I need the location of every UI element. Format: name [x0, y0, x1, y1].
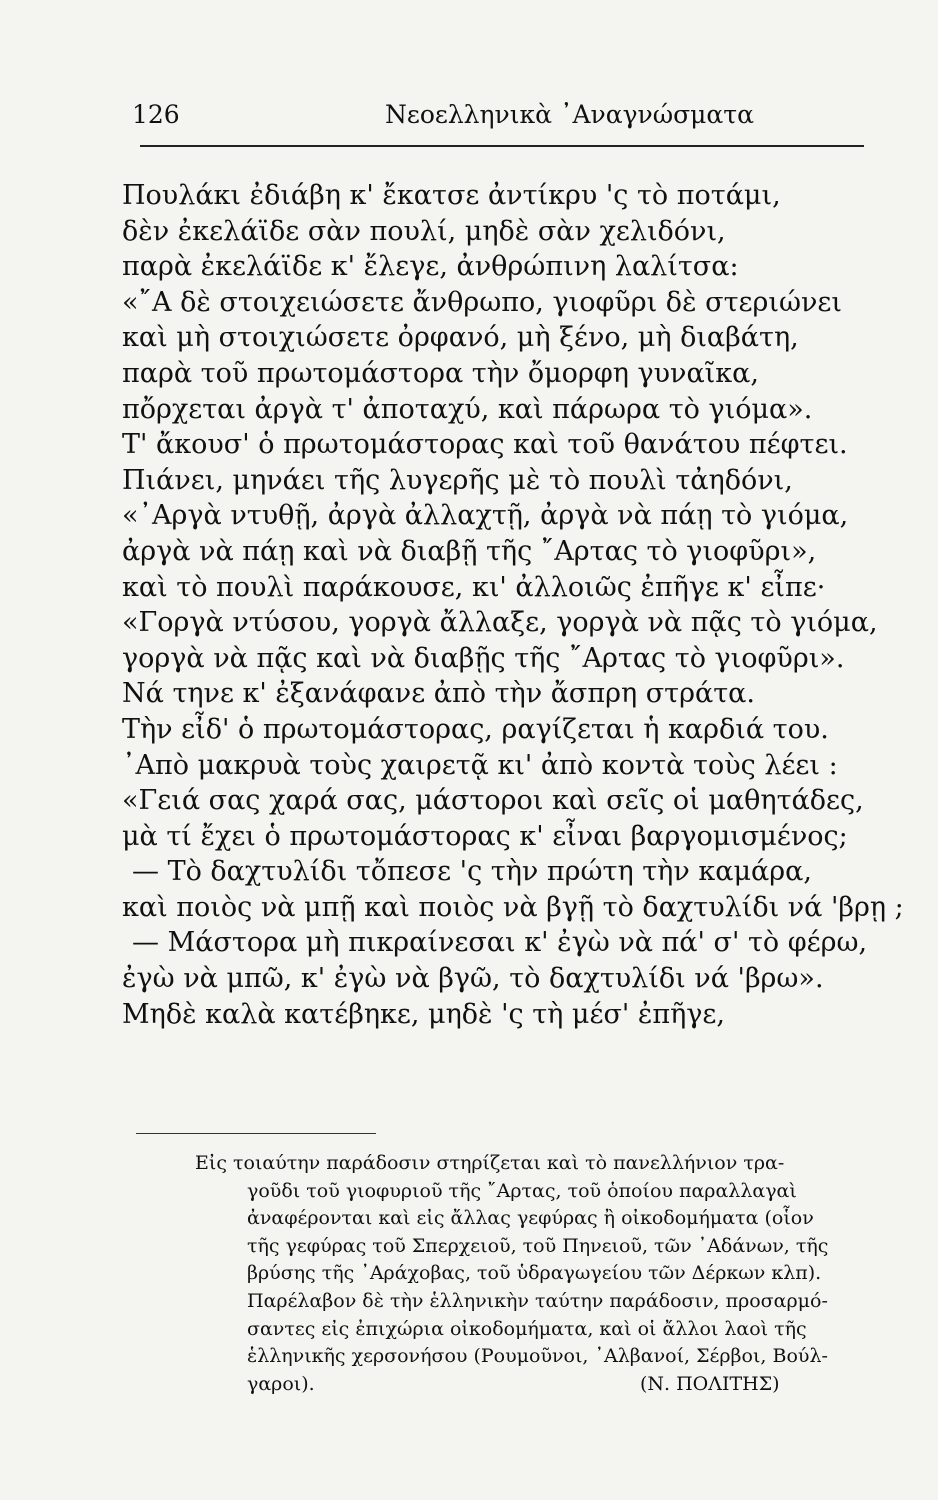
footnote-line: σαντες εἰς ἐπιχώρια οἰκοδομήματα, καὶ οἱ ἄλλοι λαοὶ τῆς: [247, 1317, 807, 1340]
page-number: 126: [132, 100, 180, 129]
poem-line: «Γοργὰ ντύσου, γοργὰ ἄλλαξε, γοργὰ νὰ πᾷς τὸ γιόμα,: [122, 607, 878, 639]
poem-line: ᾽Απὸ μακρυὰ τοὺς χαιρετᾷ κι' ἀπὸ κοντὰ τοὺς λέει :: [122, 749, 838, 781]
footnote-line: Παρέλαβον δὲ τὴν ἑλληνικὴν ταύτην παράδοσιν, προσαρμό-: [247, 1289, 828, 1312]
poem-line: παρὰ τοῦ πρωτομάστορα τὴν ὄμορφη γυναῖκα,: [122, 357, 759, 389]
poem-line: δὲν ἐκελάϊδε σὰν πουλί, μηδὲ σὰν χελιδόνι,: [122, 215, 726, 247]
poem-line: πὄρχεται ἀργὰ τ' ἀποταχύ, καὶ πάρωρα τὸ γιόμα».: [122, 393, 813, 425]
poem-line: ἀργὰ νὰ πάῃ καὶ νὰ διαβῇ τῆς ῎Αρτας τὸ γιοφῦρι»,: [122, 535, 817, 567]
footnote-rule: [136, 1133, 376, 1134]
poem-line: καὶ μὴ στοιχιώσετε ὀρφανό, μὴ ξένο, μὴ διαβάτη,: [122, 322, 799, 354]
footnote-line: γαροι).: [247, 1372, 315, 1395]
footnote-last-line: [195, 1371, 845, 1399]
poem-line: Μηδὲ καλὰ κατέβηκε, μηδὲ 'ς τὴ μέσ' ἐπῆγε,: [122, 998, 725, 1030]
poem-line: Τὴν εἶδ' ὁ πρωτομάστορας, ραγίζεται ἡ καρδιά του.: [122, 713, 829, 745]
footnote-line: βρύσης τῆς ᾽Αράχοβας, τοῦ ὑδραγωγείου τῶν Δέρκων κλπ).: [247, 1262, 822, 1285]
footnote-line: Εἰς τοιαύτην παράδοσιν στηρίζεται καὶ τὸ πανελλήνιον τρα-: [195, 1152, 785, 1174]
poem-line: Τ' ἄκουσ' ὁ πρωτομάστορας καὶ τοῦ θανάτου πέφτει.: [122, 429, 848, 461]
poem-line: παρὰ ἐκελάϊδε κ' ἔλεγε, ἀνθρώπινη λαλίτσα:: [122, 251, 739, 283]
footnote-line: ἑλληνικῆς χερσονήσου (Ρουμοῦνοι, ᾽Αλβανοί, Σέρβοι, Βούλ-: [247, 1345, 828, 1368]
poem-line: γοργὰ νὰ πᾷς καὶ νὰ διαβῇς τῆς ῎Αρτας τὸ γιοφῦρι».: [122, 642, 845, 674]
poem-line: — Τὸ δαχτυλίδι τὄπεσε 'ς τὴν πρώτη τὴν καμάρα,: [132, 856, 812, 888]
poem-line: «᾽Αργὰ ντυθῇ, ἀργὰ ἀλλαχτῇ, ἀργὰ νὰ πάῃ τὸ γιόμα,: [122, 500, 849, 532]
poem-line: ἐγὼ νὰ μπῶ, κ' ἐγὼ νὰ βγῶ, τὸ δαχτυλίδι νά 'βρω».: [122, 963, 824, 995]
poem-line: Νά τηνε κ' ἐξανάφανε ἀπὸ τὴν ἄσπρη στράτα.: [122, 678, 755, 710]
footnote-line: τῆς γεφύρας τοῦ Σπερχειοῦ, τοῦ Πηνειοῦ, τῶν ᾽Αδάνων, τῆς: [247, 1234, 829, 1257]
footnote-line: ἀναφέρονται καὶ εἰς ἄλλας γεφύρας ἢ οἰκοδομήματα (οἷον: [247, 1207, 814, 1230]
poem-line: Πουλάκι ἐδιάβη κ' ἔκατσε ἀντίκρυ 'ς τὸ ποτάμι,: [122, 180, 781, 211]
footnote-line: γοῦδι τοῦ γιοφυριοῦ τῆς ῎Αρτας, τοῦ ὁποίου παραλλαγαὶ: [247, 1179, 797, 1202]
running-head: [120, 98, 830, 138]
poem-line: καὶ τὸ πουλὶ παράκουσε, κι' ἀλλοιῶς ἐπῆγε κ' εἶπε·: [122, 571, 826, 603]
poem-line: — Μάστορα μὴ πικραίνεσαι κ' ἐγὼ νὰ πά' σ' τὸ φέρω,: [132, 927, 868, 959]
poem-text: [122, 178, 904, 1032]
poem-line: μὰ τί ἔχει ὁ πρωτομάστορας κ' εἶναι βαργομισμένος;: [122, 820, 848, 852]
header-rule: [140, 145, 864, 147]
running-title: Νεοελληνικὰ ᾽Αναγνώσματα: [385, 100, 755, 129]
author-signature: (Ν. ΠΟΛΙΤΗΣ): [640, 1372, 780, 1395]
footnote: [195, 1150, 845, 1398]
poem-line: «Γειά σας χαρά σας, μάστοροι καὶ σεῖς οἱ μαθητάδες,: [122, 785, 864, 817]
poem-line: «῎Α δὲ στοιχειώσετε ἄνθρωπο, γιοφῦρι δὲ στεριώνει: [122, 286, 842, 318]
poem-line: Πιάνει, μηνάει τῆς λυγερῆς μὲ τὸ πουλὶ τἀηδόνι,: [122, 464, 793, 496]
poem-line: καὶ ποιὸς νὰ μπῇ καὶ ποιὸς νὰ βγῇ τὸ δαχτυλίδι νά 'βρῃ ;: [122, 891, 904, 923]
